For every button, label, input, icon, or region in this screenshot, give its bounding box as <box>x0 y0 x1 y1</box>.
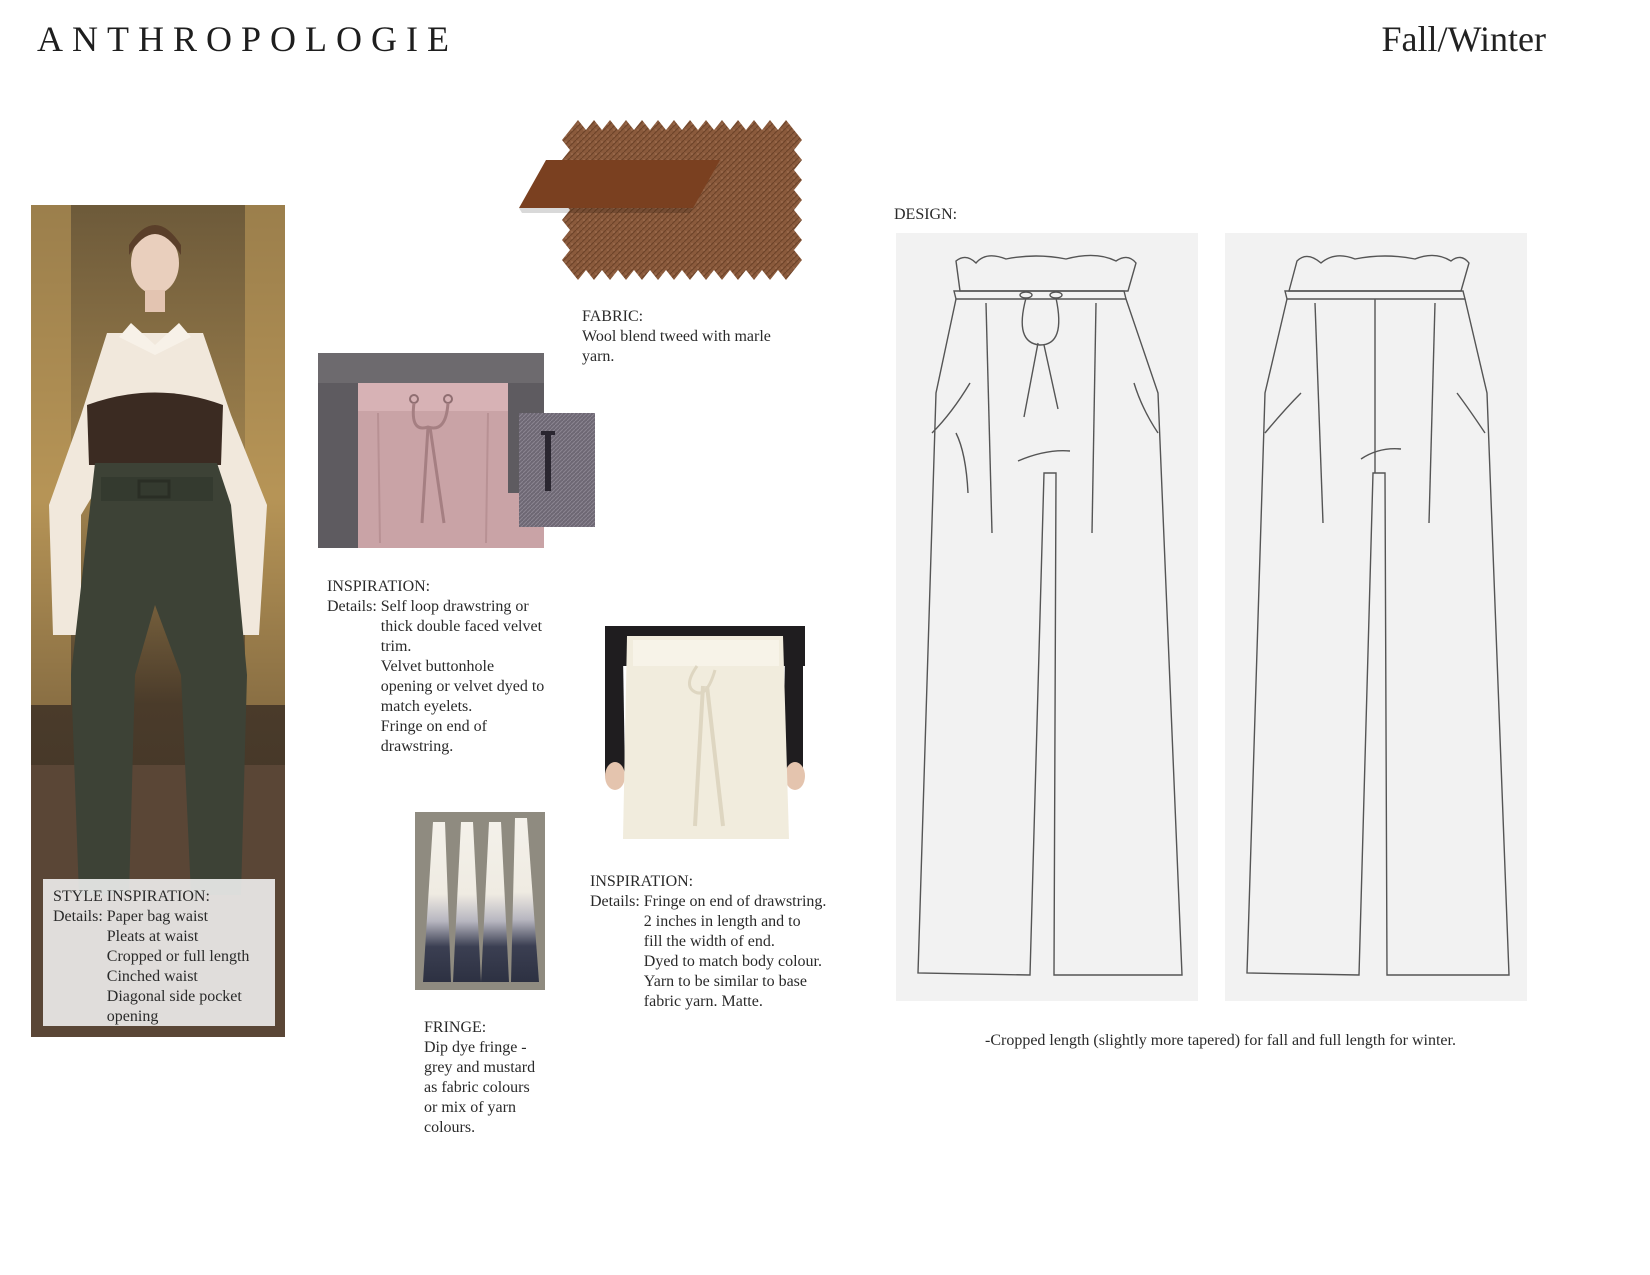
fabric-swatch <box>516 116 806 286</box>
details-key: Details: <box>53 908 103 925</box>
fringe-line: grey and mustard <box>424 1059 536 1076</box>
detail-line: drawstring. <box>380 738 454 755</box>
detail-line: Self loop drawstring or <box>380 598 529 615</box>
back-design-sketch <box>1225 233 1527 1001</box>
detail-line: Fringe on end of <box>380 718 487 735</box>
fabric-line: yarn. <box>582 348 615 365</box>
fringe-line: as fabric colours <box>424 1079 530 1096</box>
fringe-line: colours. <box>424 1119 476 1136</box>
fabric-heading: FABRIC: <box>582 308 644 325</box>
inspiration-left-list <box>381 597 545 757</box>
details-key: Details: <box>327 598 377 615</box>
style-detail-line: Cropped or full length <box>106 948 250 965</box>
season-title: Fall/Winter <box>1381 19 1546 59</box>
fringe-heading: FRINGE: <box>424 1019 487 1036</box>
style-inspiration-details <box>53 907 265 1027</box>
velvet-buttonhole-swatch <box>519 413 595 527</box>
fringe-photo <box>415 812 545 990</box>
style-detail-line: Diagonal side pocket <box>106 988 242 1005</box>
inspiration-right-text <box>590 872 850 1012</box>
style-inspiration-list <box>107 907 250 1027</box>
fringe-text <box>424 1018 584 1138</box>
detail-line: fabric yarn. Matte. <box>643 993 763 1010</box>
design-caption: -Cropped length (slightly more tapered) for fall and full length for winter. <box>985 1032 1456 1049</box>
detail-line: match eyelets. <box>380 698 473 715</box>
style-detail-line: Cinched waist <box>106 968 198 985</box>
detail-line: fill the width of end. <box>643 933 775 950</box>
detail-line: Velvet buttonhole <box>380 658 495 675</box>
inspiration-right-heading: INSPIRATION: <box>590 873 694 890</box>
details-key: Details: <box>590 893 640 910</box>
cream-trouser-photo <box>603 626 806 839</box>
detail-line: 2 inches in length and to <box>643 913 801 930</box>
front-design-sketch <box>896 233 1198 1001</box>
style-detail-line: opening <box>106 1008 159 1025</box>
fabric-line: Wool blend tweed with marle <box>582 328 771 345</box>
fringe-line: or mix of yarn <box>424 1099 516 1116</box>
brand-logo: ANTHROPOLOGIE <box>37 19 458 59</box>
fabric-text <box>582 307 822 367</box>
style-inspiration-heading: STYLE INSPIRATION: <box>53 888 210 905</box>
detail-line: thick double faced velvet <box>380 618 543 635</box>
detail-line: opening or velvet dyed to <box>380 678 545 695</box>
drawstring-inspiration-photo <box>318 353 544 548</box>
inspiration-left-heading: INSPIRATION: <box>327 578 431 595</box>
detail-line: Yarn to be similar to base <box>643 973 808 990</box>
design-heading: DESIGN: <box>894 206 958 223</box>
inspiration-left-text <box>327 577 567 757</box>
detail-line: Dyed to match body colour. <box>643 953 822 970</box>
detail-line: Fringe on end of drawstring. <box>643 893 827 910</box>
inspiration-right-details <box>590 892 850 1012</box>
style-inspiration-box <box>43 879 275 1026</box>
detail-line: trim. <box>380 638 412 655</box>
style-detail-line: Paper bag waist <box>106 908 209 925</box>
inspiration-left-details <box>327 597 567 757</box>
style-detail-line: Pleats at waist <box>106 928 199 945</box>
fringe-line: Dip dye fringe - <box>424 1039 527 1056</box>
inspiration-right-list <box>644 892 827 1012</box>
